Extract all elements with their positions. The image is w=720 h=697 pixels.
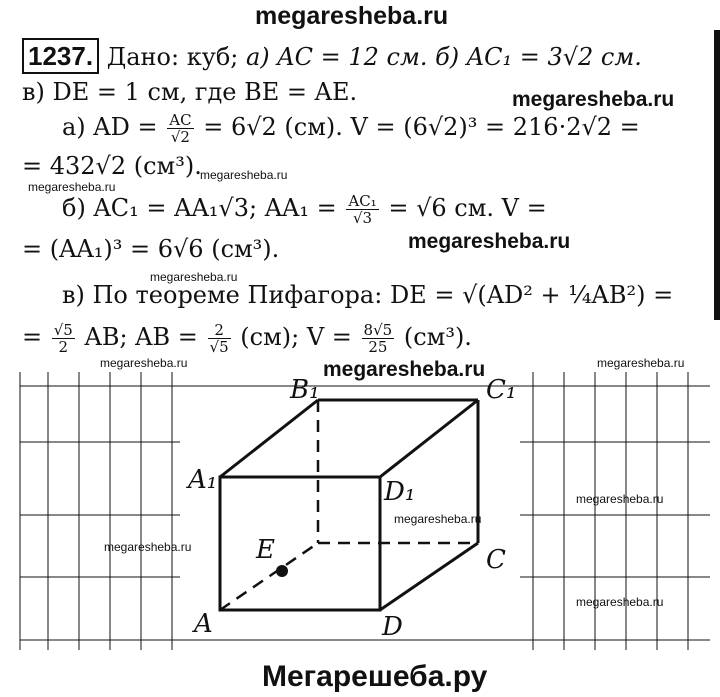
line5-a: б) AC₁ = AA₁√3; AA₁ = [62, 194, 337, 222]
label-e: E [256, 535, 275, 565]
watermark-small: megaresheba.ru [576, 492, 664, 506]
line-6: = (AA₁)³ = 6√6 (см³). [22, 235, 280, 263]
watermark: megaresheba.ru [323, 358, 486, 381]
line-7: в) По теореме Пифагора: DE = √(AD² + ¼AB²) = [62, 281, 674, 309]
line3-rest: = 6√2 (см). V = (6√2)³ = 216·2√2 = [203, 113, 640, 141]
edge-d1-c1 [380, 400, 478, 477]
frac-den: 25 [368, 338, 388, 356]
watermark: megaresheba.ru [512, 88, 675, 111]
line3-a: а) AD = [62, 113, 158, 141]
watermark-small: megaresheba.ru [200, 168, 288, 182]
frac-den: √3 [352, 209, 373, 227]
given-label: Дано: куб; [106, 43, 239, 71]
line8-c: (см); V = [240, 323, 352, 351]
given-values: а) AC = 12 см. б) AC₁ = 3√2 см. [246, 43, 642, 71]
line-2: в) DE = 1 см, где BE = AE. [22, 78, 358, 106]
frac-num: 2 [208, 322, 231, 339]
scan-edge [714, 30, 720, 320]
frac-den: 2 [58, 338, 69, 356]
label-c1: C₁ [486, 375, 517, 405]
fraction-ac-sqrt2 [167, 112, 193, 145]
line8-b: AB; AB = [84, 323, 198, 351]
line8-d: (см³). [403, 323, 472, 351]
edge-a1-b1 [220, 400, 318, 477]
line8-a: = [22, 323, 43, 351]
label-c: C [486, 545, 506, 575]
watermark: megaresheba.ru [408, 230, 571, 253]
label-a1: A₁ [188, 465, 218, 495]
label-b1: B₁ [290, 375, 320, 405]
front-face [220, 477, 380, 610]
line-5 [62, 193, 547, 226]
watermark-small: megaresheba.ru [104, 540, 192, 554]
frac-den: √2 [170, 128, 190, 146]
watermark-small: megaresheba.ru [576, 595, 664, 609]
watermark-top: megaresheba.ru [255, 2, 449, 30]
frac-num: √5 [53, 321, 73, 339]
label-d1: D₁ [384, 477, 416, 507]
frac-num: AC₁ [348, 192, 377, 210]
watermark-small: megaresheba.ru [100, 356, 188, 370]
line5-rest: = √6 см. V = [388, 194, 547, 222]
watermark-small: megaresheba.ru [597, 356, 685, 370]
line-4: = 432√2 (см³). [22, 152, 202, 180]
fraction-ac1-sqrt3 [346, 193, 378, 226]
frac-num: AC [169, 111, 192, 129]
line-1 [22, 38, 642, 74]
label-d: D [382, 612, 403, 642]
cube-edges [220, 400, 478, 610]
watermark-small: megaresheba.ru [394, 512, 482, 526]
watermark-bottom: Мегарешеба.ру [262, 660, 488, 693]
problem-number: 1237. [22, 38, 99, 74]
watermark-small: megaresheba.ru [28, 180, 116, 194]
label-a: A [194, 609, 213, 639]
point-e [276, 565, 288, 577]
frac-den: √5 [209, 338, 229, 356]
frac-num: 8√5 [363, 321, 393, 339]
edge-d-c [380, 543, 478, 610]
line-3 [62, 112, 640, 145]
watermark-small: megaresheba.ru [150, 270, 238, 284]
